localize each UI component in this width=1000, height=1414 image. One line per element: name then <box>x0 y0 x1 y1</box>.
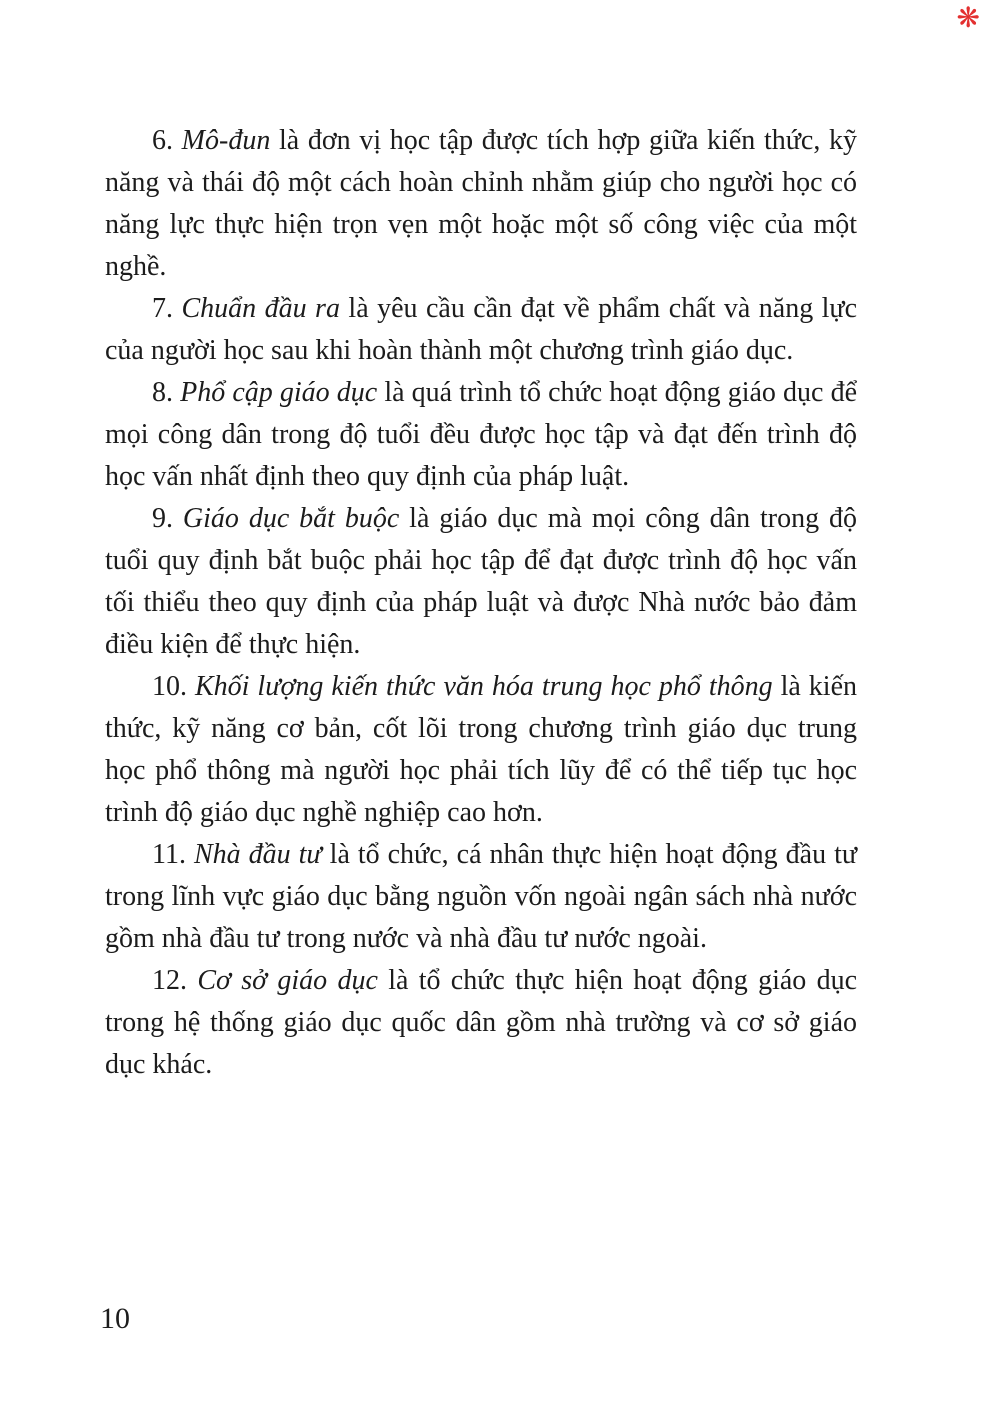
item-number: 11. <box>152 839 186 870</box>
definition-text: là tổ chức thực hiện hoạt động giáo dục trong hệ thống giáo dục quốc dân gồm nhà trường và cơ sở giáo dục khác. <box>105 965 858 1080</box>
definition-paragraph <box>105 960 857 1086</box>
defined-term: Cơ sở giáo dục <box>197 965 378 996</box>
definition-text: là kiến thức, kỹ năng cơ bản, cốt lõi trong chương trình giáo dục trung học phổ thông mà người học phải tích lũy để có thể tiếp tục học trình độ giáo dục nghề nghiệp cao hơn. <box>105 671 858 828</box>
item-number: 9. <box>152 503 173 534</box>
definition-text: là quá trình tổ chức hoạt động giáo dục để mọi công dân trong độ tuổi đều được học tập và đạt đến trình độ học vấn nhất định theo quy định của pháp luật. <box>105 377 857 492</box>
document-body <box>105 120 857 1086</box>
flower-ornament-icon: ❋ <box>956 1 980 34</box>
item-number: 6. <box>152 125 173 156</box>
item-number: 7. <box>152 293 173 324</box>
defined-term: Nhà đầu tư <box>193 839 322 870</box>
defined-term: Giáo dục bắt buộc <box>182 503 400 534</box>
item-number: 10. <box>152 671 187 702</box>
definition-paragraph <box>105 372 857 498</box>
defined-term: Mô-đun <box>181 125 271 156</box>
definition-text: là giáo dục mà mọi công dân trong độ tuổi quy định bắt buộc phải học tập để đạt được trình độ học vấn tối thiểu theo quy định của pháp luật và được Nhà nước bảo đảm điều kiện để thực hiện. <box>105 503 857 660</box>
page-number: 10 <box>100 1302 130 1335</box>
defined-term: Khối lượng kiến thức văn hóa trung học phổ thông <box>194 671 773 702</box>
definition-paragraph <box>105 288 857 372</box>
definition-paragraph <box>105 120 857 288</box>
defined-term: Chuẩn đầu ra <box>181 293 340 324</box>
item-number: 8. <box>152 377 173 408</box>
defined-term: Phổ cập giáo dục <box>180 377 378 408</box>
definition-paragraph <box>105 834 857 960</box>
definition-paragraph <box>105 498 857 666</box>
definition-text: là yêu cầu cần đạt về phẩm chất và năng lực của người học sau khi hoàn thành một chương trình giáo dục. <box>105 293 858 366</box>
definition-paragraph <box>105 666 857 834</box>
definition-text: là đơn vị học tập được tích hợp giữa kiến thức, kỹ năng và thái độ một cách hoàn chỉnh nhằm giúp cho người học có năng lực thực hiện trọn vẹn một hoặc một số công việc của một nghề. <box>105 125 857 282</box>
item-number: 12. <box>152 965 187 996</box>
definition-text: là tổ chức, cá nhân thực hiện hoạt động đầu tư trong lĩnh vực giáo dục bằng nguồn vốn ngoài ngân sách nhà nước gồm nhà đầu tư trong nước và nhà đầu tư nước ngoài. <box>105 839 858 954</box>
